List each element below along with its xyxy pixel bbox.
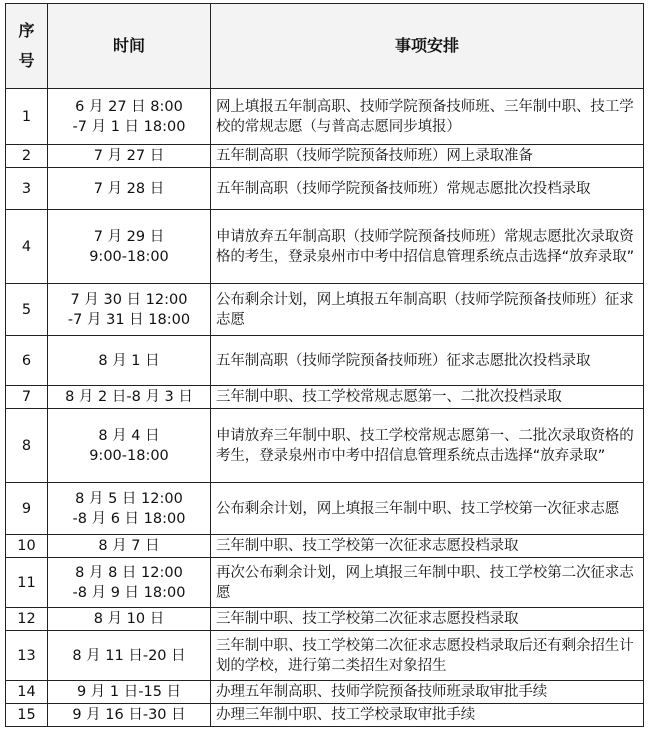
row-number: 8: [6, 409, 48, 483]
header-seq: [6, 4, 48, 89]
row-time-line: 7 月 30 日 12:00: [70, 291, 188, 308]
table-row: [6, 336, 644, 386]
schedule-table: [5, 3, 644, 727]
row-number: 3: [6, 168, 48, 210]
row-time-line: 6 月 27 日 8:00: [75, 98, 183, 115]
row-time-line: 8 月 4 日: [98, 427, 160, 444]
row-time: [48, 608, 211, 631]
row-time: [48, 168, 211, 210]
table-row: [6, 145, 644, 168]
row-time: [48, 558, 211, 608]
table-row: [6, 681, 644, 704]
row-time: [48, 284, 211, 336]
row-number: 14: [6, 681, 48, 704]
row-number: 11: [6, 558, 48, 608]
row-time-line: -8 月 6 日 18:00: [72, 510, 186, 527]
row-item: 五年制高职（技师学院预备技师班）常规志愿批次投档录取: [211, 168, 644, 210]
table-row: [6, 386, 644, 409]
row-item: 申请放弃五年制高职（技师学院预备技师班）常规志愿批次录取资格的考生，登录泉州市中考中招信息管理系统点击选择“放弃录取”: [211, 210, 644, 284]
row-time-line: 9:00-18:00: [89, 248, 169, 265]
table-row: [6, 284, 644, 336]
row-number: 9: [6, 483, 48, 535]
row-time-line: -7 月 31 日 18:00: [67, 311, 191, 328]
table-row: [6, 210, 644, 284]
row-time-line: 8 月 5 日 12:00: [75, 490, 183, 507]
row-time: [48, 409, 211, 483]
row-time: [48, 631, 211, 681]
row-time-line: 9 月 16 日-30 日: [72, 707, 186, 723]
row-item: 办理三年制中职、技工学校录取审批手续: [211, 704, 644, 727]
row-time-line: -8 月 9 日 18:00: [72, 584, 186, 601]
row-item: 再次公布剩余计划，网上填报三年制中职、技工学校第二次征求志愿: [211, 558, 644, 608]
row-time: [48, 210, 211, 284]
row-item: 申请放弃三年制中职、技工学校常规志愿第一、二批次录取资格的考生，登录泉州市中考中招信息管理系统点击选择“放弃录取”: [211, 409, 644, 483]
table-row: [6, 631, 644, 681]
row-number: 15: [6, 704, 48, 727]
row-time: [48, 89, 211, 145]
row-time-line: 7 月 27 日: [93, 148, 165, 164]
header-seq-line1: 序: [18, 21, 35, 40]
row-number: 6: [6, 336, 48, 386]
row-time: [48, 483, 211, 535]
row-item: 公布剩余计划，网上填报五年制高职（技师学院预备技师班）征求志愿: [211, 284, 644, 336]
row-time-line: 8 月 8 日 12:00: [75, 564, 183, 581]
row-item: 网上填报五年制高职、技师学院预备技师班、三年制中职、技工学校的常规志愿（与普高志愿同步填报）: [211, 89, 644, 145]
table-row: [6, 535, 644, 558]
table-header-row: [6, 4, 644, 89]
header-seq-line2: 号: [18, 51, 35, 70]
row-time-line: 9 月 1 日-15 日: [76, 684, 182, 700]
row-number: 10: [6, 535, 48, 558]
row-item: 公布剩余计划，网上填报三年制中职、技工学校第一次征求志愿: [211, 483, 644, 535]
table-row: [6, 704, 644, 727]
row-time-line: 9:00-18:00: [89, 447, 169, 464]
row-time: [48, 704, 211, 727]
row-time: [48, 145, 211, 168]
row-time-line: -7 月 1 日 18:00: [72, 118, 186, 135]
row-time-line: 8 月 10 日: [93, 611, 165, 627]
row-item: 五年制高职（技师学院预备技师班）网上录取准备: [211, 145, 644, 168]
table-row: [6, 168, 644, 210]
row-number: 5: [6, 284, 48, 336]
row-time: [48, 336, 211, 386]
row-number: 12: [6, 608, 48, 631]
header-time: 时间: [48, 4, 211, 89]
row-item: 三年制中职、技工学校第二次征求志愿投档录取后还有剩余招生计划的学校，进行第二类招生对象招生: [211, 631, 644, 681]
table-row: [6, 608, 644, 631]
row-item: 五年制高职（技师学院预备技师班）征求志愿批次投档录取: [211, 336, 644, 386]
row-time-line: 8 月 1 日: [98, 352, 160, 369]
row-time-line: 8 月 7 日: [98, 538, 160, 554]
row-item: 三年制中职、技工学校常规志愿第一、二批次投档录取: [211, 386, 644, 409]
table-row: [6, 89, 644, 145]
header-item: 事项安排: [211, 4, 644, 89]
row-item: 办理五年制高职、技师学院预备技师班录取审批手续: [211, 681, 644, 704]
row-number: 4: [6, 210, 48, 284]
row-time: [48, 535, 211, 558]
table-row: [6, 558, 644, 608]
table-row: [6, 483, 644, 535]
row-number: 7: [6, 386, 48, 409]
row-number: 13: [6, 631, 48, 681]
row-time: [48, 681, 211, 704]
table-row: [6, 409, 644, 483]
row-time-line: 7 月 29 日: [93, 228, 165, 245]
table-body: [6, 89, 644, 727]
row-time-line: 8 月 11 日-20 日: [72, 647, 186, 664]
row-number: 2: [6, 145, 48, 168]
row-number: 1: [6, 89, 48, 145]
row-time-line: 8 月 2 日-8 月 3 日: [65, 389, 193, 405]
row-time: [48, 386, 211, 409]
row-item: 三年制中职、技工学校第一次征求志愿投档录取: [211, 535, 644, 558]
row-item: 三年制中职、技工学校第二次征求志愿投档录取: [211, 608, 644, 631]
row-time-line: 7 月 28 日: [93, 180, 165, 197]
